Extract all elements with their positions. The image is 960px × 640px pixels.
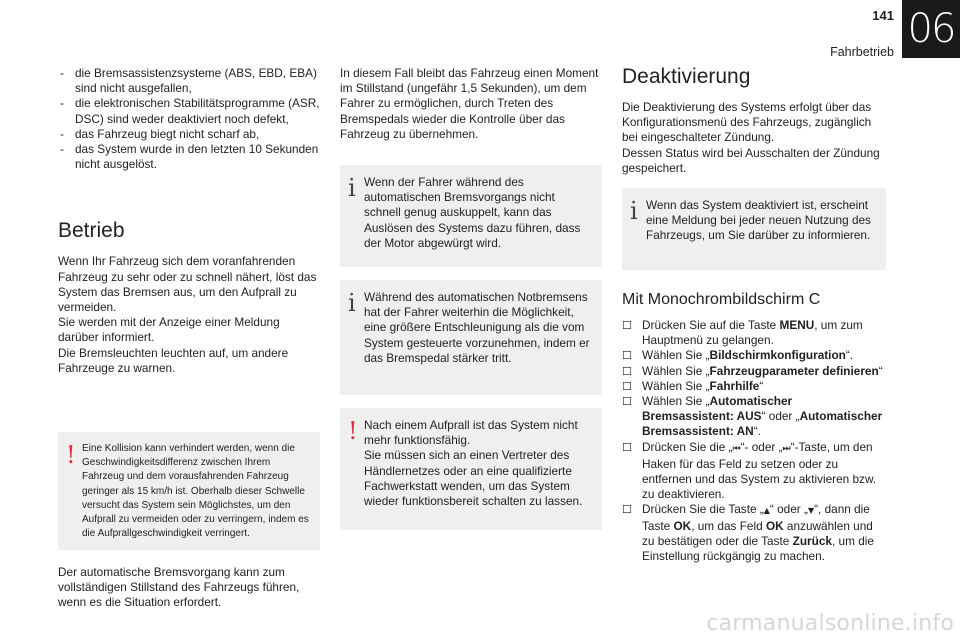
heading-deaktivierung: Deaktivierung [622,65,751,88]
step-item: ☐ Wählen Sie „Fahrzeugparameter definieren“ [622,364,886,379]
warning-note [340,408,602,530]
step-item: ☐ Drücken Sie die Taste „▲“ oder „▼“, dann die Taste OK, um das Feld OK anzuwählen und zu bestätigen oder die Taste Zurück, um die Einstellung rückgängig zu machen. [622,502,886,564]
betrieb-text [58,254,320,376]
info-text: Während des automatischen Notbremsens hat der Fahrer weiterhin die Möglichkeit, eine größere Entschleunigung als die vom System gesteuerte vorzunehmen, indem er das Bremspedal stärker tritt. [364,290,590,365]
closing-paragraph: Der automatische Bremsvorgang kann zum vollständigen Stillstand des Fahrzeugs führen, wenn es die Situation erfordert. [58,565,300,610]
paragraph: Dessen Status wird bei Ausschalten der Zündung gespeichert. [622,145,880,175]
step-item: ☐ Wählen Sie „Automatischer Bremsassistent: AUS“ oder „Automatischer Bremsassistent: AN“. [622,394,886,440]
page-number: 141 [872,8,894,23]
warning-text: Eine Kollision kann verhindert werden, wenn die Geschwindigkeitsdifferenz zwischen Ihrem Fahrzeug und dem vorausfahrenden Fahrzeug geringer als 15 km/h ist. Oberhalb dieser Schwelle versucht das System sein Möglichstes, um den Aufprall zu vermeiden oder zu verringern, indem es die Aufprallgeschwindigkeit verringert. [82,443,309,540]
intro-paragraph: In diesem Fall bleibt das Fahrzeug einen Moment im Stillstand (ungefähr 1,5 Sekunden), um dem Fahrer zu ermöglichen, durch Treten des Bremspedals wieder die Kontrolle über das Fahrzeug zu übernehmen. [340,66,599,141]
step-item: ☐ Drücken Sie die „⏮“- oder „⏭“-Taste, um den Haken für das Feld zu setzen oder zu entfernen und das System zu aktivieren bzw. zu deaktivieren. [622,440,886,503]
info-note [622,188,886,270]
warning-text: Sie müssen sich an einen Vertreter des Händlernetzes oder an eine qualifizierte Fachwerkstatt wenden, um das System wieder funktionsbereit schalten zu lassen. [364,448,583,509]
chapter-tab: 06 [902,0,960,58]
warning-icon: ! [66,441,76,470]
info-note-2 [340,280,602,395]
info-note-1 [340,165,602,267]
list-item: - die elektronischen Stabilitätsprogramme (ASR, DSC) sind weder deaktiviert noch defekt, [58,96,320,126]
step-item: ☐ Wählen Sie „Bildschirmkonfiguration“. [622,348,886,363]
warning-icon: ! [348,417,358,446]
arrow-down-icon: ▼ [807,506,815,516]
info-text: Wenn der Fahrer während des automatischen Bremsvorgangs nicht schnell genug auskuppelt, kann das Auslösen des Systems dazu führen, dass der Motor abgewürgt wird. [364,175,581,250]
condition-list [58,66,320,172]
paragraph: Sie werden mit der Anzeige einer Meldung darüber informiert. [58,315,280,345]
warning-note [58,432,320,550]
list-item: - die Bremsassistenzsysteme (ABS, EBD, EBA) sind nicht ausgefallen, [58,66,320,96]
info-icon: i [348,174,356,203]
steps-list [622,318,886,564]
column-1 [58,60,320,611]
forward-icon: ⏭ [782,443,791,454]
step-item: ☐ Drücken Sie auf die Taste MENU, um zum Hauptmenü zu gelangen. [622,318,886,348]
step-item: ☐ Wählen Sie „Fahrhilfe“ [622,379,886,394]
section-name: Fahrbetrieb [830,45,894,59]
arrow-up-icon: ▲ [763,506,770,516]
warning-text: Nach einem Aufprall ist das System nicht mehr funktionsfähig. [364,418,578,448]
info-icon: i [348,289,356,318]
rewind-icon: ⏮ [732,443,741,454]
paragraph: Wenn Ihr Fahrzeug sich dem voranfahrenden Fahrzeug zu sehr oder zu schnell nähert, löst das System das Bremsen aus, um den Aufprall zu vermeiden. [58,254,317,315]
heading-monochrome: Mit Monochrombildschirm C [622,291,821,309]
info-text: Wenn das System deaktiviert ist, erscheint eine Meldung bei jeder neuen Nutzung des Fahrzeugs, um Sie darüber zu informieren. [646,198,871,243]
list-item: - das Fahrzeug biegt nicht scharf ab, [58,127,320,142]
watermark: carmanualsonline.info [706,611,954,636]
heading-betrieb: Betrieb [58,219,125,243]
column-2 [340,60,602,530]
info-icon: i [630,197,638,226]
column-3 [622,60,886,564]
list-item: - das System wurde in den letzten 10 Sekunden nicht ausgelöst. [58,142,320,172]
paragraph: Die Deaktivierung des Systems erfolgt über das Konfigurationsmenü des Fahrzeugs, zugänglich bei eingeschalteter Zündung. [622,100,872,145]
paragraph: Die Bremsleuchten leuchten auf, um andere Fahrzeuge zu warnen. [58,345,289,375]
